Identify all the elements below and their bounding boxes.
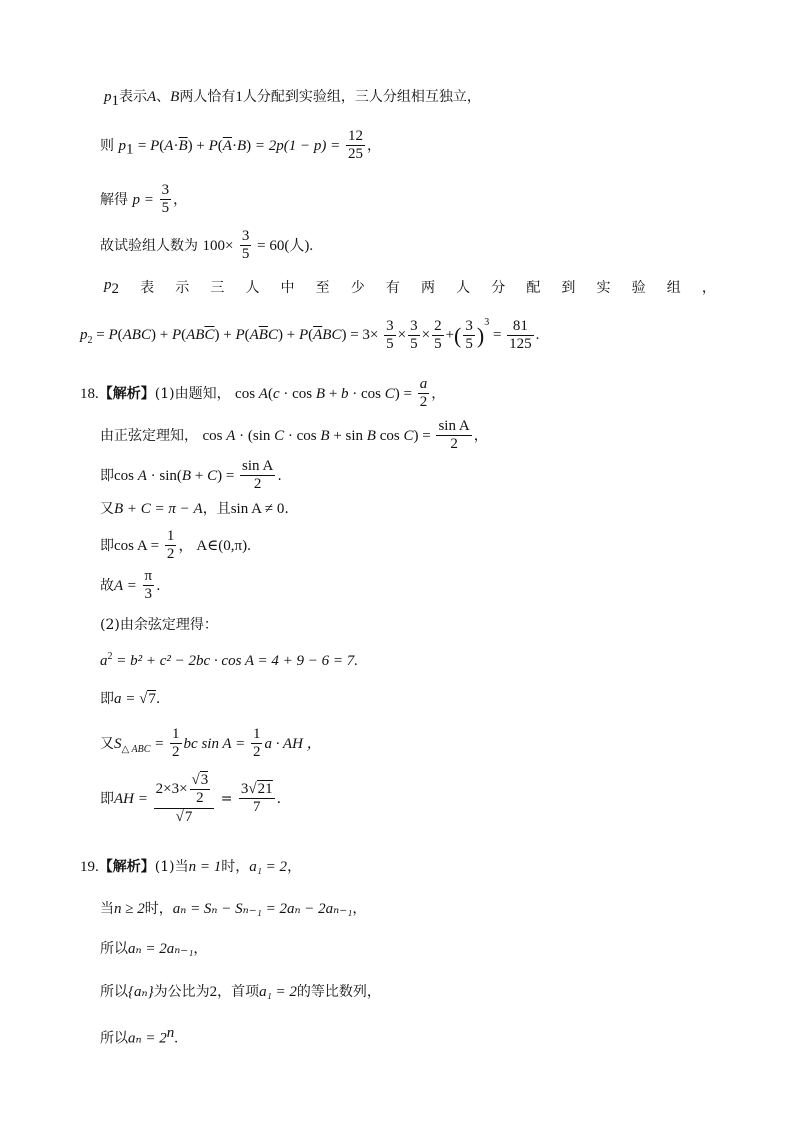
q18-line6-expr: A = — [114, 577, 141, 594]
q19-line4-f: a₁ = 2 — [259, 984, 297, 1000]
count-fraction — [240, 228, 252, 264]
q18-line-8: $a^2 = b^2 + c^2 - 2bc \cdot \cos A = 4 + 9 - 6 = 7$. — [100, 651, 359, 669]
q18-line4-expr-b: B + C = π − A — [114, 501, 203, 517]
q18-line2-text: 由正弦定理知， — [100, 427, 198, 444]
p2-eq-sub: 2 — [87, 335, 93, 347]
p1-sep: 、 — [156, 89, 171, 105]
q18-line7-text: (2)由余弦定理得： — [100, 617, 218, 633]
p2-char: 人 — [245, 280, 260, 296]
p2-frac-4 — [463, 318, 475, 354]
q18-line10-num1: 1 — [170, 726, 182, 744]
q19-number: 19. — [80, 859, 99, 875]
p2-char: 组 — [666, 280, 681, 296]
q18-line10-end: a · AH ， — [264, 735, 322, 752]
p2-exponent: 3 — [484, 317, 490, 329]
q18-line1-text: (1)由题知， — [154, 385, 231, 402]
q19-line-2 — [100, 902, 366, 917]
q19-line2-e: ， — [352, 901, 367, 917]
q18-line10-frac-2 — [251, 726, 263, 762]
p2-frac-4-num: 3 — [463, 318, 475, 336]
q18-line8-expr: = b² + c² − 2bc · cos A = 4 + 9 − 6 = 7. — [116, 653, 359, 669]
q18-line-6: 故A = $\frac{\pi}{3}$ . — [100, 568, 161, 603]
q19-line1-d: a₁ = 2 — [249, 859, 288, 875]
q18-line11-inner-num: √3 — [190, 772, 211, 790]
p1-one: 1 — [235, 89, 243, 105]
q18-line10-den2: 2 — [252, 744, 261, 761]
q18-line11-inner-den: 2 — [196, 790, 204, 807]
q19-line3-b: aₙ = 2aₙ₋₁ — [128, 941, 194, 957]
q18-line2-num: sin A — [436, 418, 471, 436]
p1-sub: 1 — [111, 92, 119, 109]
q18-line5-expr: cos A = — [114, 537, 163, 554]
p2-result-num: 81 — [507, 318, 534, 336]
p2-frac-3-den: 5 — [434, 336, 442, 353]
q19-line4-g: 的等比数列， — [296, 984, 381, 1000]
p1-text-1: 表示 — [119, 89, 147, 105]
p1-text-2: 两人恰有 — [179, 89, 236, 105]
solve-tail: ， — [173, 191, 188, 208]
q18-line-3: 即cos A · sin(B + C) = $\frac{\text{sin A}}{2}$ . — [100, 458, 282, 493]
p2-char: 中 — [280, 280, 295, 296]
q18-line-4: 又B + C = π − A，且sin A ≠ 0. — [100, 501, 289, 517]
q18-line11-big-den: √7 — [175, 808, 193, 825]
q18-tag: 【解析】 — [98, 385, 155, 402]
p2-char: 少 — [350, 280, 365, 296]
q18-line6-den: 3 — [144, 586, 153, 603]
p1-equation — [100, 128, 381, 164]
q19-line1-a: (1)当 — [154, 859, 189, 875]
p1-eq-tail: ， — [366, 137, 381, 154]
p2-frac-2-den: 5 — [410, 336, 418, 353]
q18-line11-big-num — [154, 772, 215, 809]
q19-line-1 — [80, 860, 301, 875]
p2-char: 两 — [420, 280, 435, 296]
q19-line1-b: n = 1 — [188, 859, 222, 875]
p1-eq-lhs-sub: 1 — [125, 141, 134, 158]
q18-line9-expr: a = — [114, 691, 140, 707]
q19-line4-b: {aₙ} — [128, 984, 154, 1000]
q18-line11-result-fraction — [239, 781, 275, 817]
q18-line11-num-text: 2×3× — [155, 781, 188, 798]
q19-line-3 — [100, 942, 207, 957]
p1-eq-den: 25 — [347, 146, 363, 163]
q18-line-2: 由正弦定理知， cos A · (sin C · cos B + sin B cos C) = $\frac{\text{sin A}}{2}$ ， — [100, 418, 488, 453]
q18-line5-den: 2 — [166, 546, 175, 563]
p2-sub: 2 — [111, 280, 119, 297]
q18-line10-den1: 2 — [172, 744, 180, 761]
q18-line9-sqrt: √7 — [139, 691, 156, 707]
count-num: 3 — [240, 228, 252, 246]
q19-line4-d: 2 — [209, 984, 218, 1000]
q18-line10-text: 又 — [100, 735, 114, 752]
q18-line11-rn: 3 — [240, 781, 249, 798]
q18-line3-text: 即 — [100, 467, 114, 484]
q19-line2-d: aₙ = Sₙ − Sₙ₋₁ = 2aₙ − 2aₙ₋₁ — [172, 901, 353, 917]
p2-frac-1-num: 3 — [384, 318, 396, 336]
q18-line3-num: sin A — [240, 458, 275, 476]
q18-line6-fraction — [143, 568, 155, 604]
q18-number: 18. — [80, 385, 99, 402]
solve-p — [100, 182, 187, 218]
p1-eq-num: 12 — [346, 128, 365, 146]
solve-den: 5 — [161, 200, 170, 217]
q18-line3-den: 2 — [253, 476, 262, 493]
q18-line3-fraction — [240, 458, 275, 494]
q18-line-11: 即AH = 2×3× $\frac{√3}{2}$ √7 = $\frac{3√21}{7}$ . — [100, 772, 282, 825]
p2-char: 到 — [561, 280, 576, 296]
p1-text-3: 人分配到实验组，三人分组相互独立， — [242, 89, 481, 105]
p1-A: A — [147, 89, 157, 105]
q18-line-9: 即a = √7. — [100, 691, 161, 707]
p2-frac-1 — [384, 318, 396, 354]
q19-line3-c: ， — [193, 941, 208, 957]
q19-tag: 【解析】 — [98, 859, 155, 875]
p1-description — [104, 90, 481, 109]
p2-frac-3-num: 2 — [432, 318, 444, 336]
q19-line2-b: n ≥ 2 — [114, 901, 145, 917]
q18-line11-lhs: AH = — [114, 790, 152, 807]
p2-char: 示 — [175, 280, 190, 296]
p1-eq-lhs: p — [118, 137, 126, 154]
q18-line11-text: 即 — [100, 790, 114, 807]
q18-line1-fraction — [418, 376, 430, 412]
p2-char: 分 — [491, 280, 506, 296]
q18-line2-den: 2 — [450, 436, 458, 453]
solve-lhs: p = — [132, 191, 158, 208]
count-result: = 60(人). — [253, 237, 314, 254]
p2-frac-1-den: 5 — [386, 336, 394, 353]
q19-line2-c: 时， — [144, 901, 173, 917]
p2-char: 至 — [315, 280, 330, 296]
p2-result-fraction — [507, 318, 534, 354]
q18-line-1: 18.【解析】(1)由题知， cos A(c · cos B + b · cos C) = $\frac{a}{2}$ ， — [80, 376, 446, 411]
p1-eq-lead: 则 — [100, 137, 114, 154]
p2-eq-lhs: p — [80, 327, 88, 344]
p2-description — [104, 277, 716, 298]
p2-frac-2 — [408, 318, 420, 354]
q18-line11-result-num: 3√21 — [239, 781, 275, 799]
q18-line5-text: 即 — [100, 537, 114, 554]
solve-lead: 解得 — [100, 191, 128, 208]
p1-eq-mid: = 2p(1 − p) = — [251, 137, 344, 154]
q18-line1-den: 2 — [419, 394, 428, 411]
p2-equation: $p_2 = P(ABC) + P(AB\overline{C}) + P(A\overline{B}C) + P(\overline{A}BC) = 3\times$ $\frac{3}{5}$ × $\frac{3}{5}$ × $\frac{2}{5}$ +( $\frac{3}{5}$ )$^3$ = $\frac{81}{125}$ . — [80, 317, 540, 353]
q18-line10-area: $S_{\triangle ABC}$ = — [114, 735, 169, 755]
q19-line1-e: ， — [287, 859, 302, 875]
p1-eq-prob-terms: = $P(A\cdot\overline{B}) + P(\overline{A}\cdot B)$ — [137, 137, 252, 154]
q18-line4-expr-d: sin A ≠ 0 — [230, 501, 285, 517]
solve-fraction — [160, 182, 172, 218]
group-count — [100, 228, 313, 264]
q19-line1-c: 时， — [221, 859, 250, 875]
p2-eq-terms: = $P(ABC) + P(AB\overline{C}) + P(A\overline{B}C) + P(\overline{A}BC) = 3\times$ — [96, 327, 379, 344]
p2-char: 配 — [526, 280, 541, 296]
q18-line4-text-a: 又 — [100, 501, 114, 517]
p2-eq-tail: . — [535, 327, 540, 344]
q18-line5-num: 1 — [165, 528, 177, 546]
q18-line11-rd: 7 — [253, 799, 261, 816]
solve-num: 3 — [160, 182, 172, 200]
q18-line4-text-c: ，且 — [202, 501, 231, 517]
p2-var-wrap — [104, 277, 119, 298]
q18-line2-expr: cos A · (sin C · cos B + sin B cos C) = — [202, 427, 435, 444]
q18-line11-big-fraction — [154, 772, 215, 826]
p2-char: 人 — [456, 280, 471, 296]
q18-line-10 — [100, 726, 322, 762]
count-den: 5 — [241, 246, 250, 263]
q18-line9-radicand: 7 — [148, 691, 156, 707]
q18-line10-num2: 1 — [251, 726, 263, 744]
q18-line11-inner-fraction — [190, 772, 211, 808]
q19-line5-c: . — [174, 1030, 178, 1047]
q19-line5-a: 所以 — [100, 1030, 128, 1047]
q18-line10-frac-1 — [170, 726, 182, 762]
q19-line2-a: 当 — [100, 901, 114, 917]
p1-var: p — [104, 89, 112, 105]
q18-line2-fraction — [436, 418, 471, 454]
q19-line4-e: ，首项 — [217, 984, 260, 1000]
q19-line-5 — [100, 1026, 178, 1047]
p1-eq-fraction — [346, 128, 365, 164]
q18-line11-rrad: 21 — [257, 781, 273, 798]
p2-result-den: 125 — [509, 336, 532, 353]
q18-line3-expr: cos A · sin(B + C) = — [114, 467, 239, 484]
q18-line6-text: 故 — [100, 577, 114, 594]
q19-line4-c: 为公比为 — [153, 984, 210, 1000]
p2-char: ， — [701, 280, 716, 296]
q18-line-5 — [100, 528, 251, 564]
p2-char: 验 — [631, 280, 646, 296]
q18-line6-num: π — [143, 568, 155, 586]
count-expr: 100× — [202, 237, 234, 254]
p2-char: 有 — [385, 280, 400, 296]
q19-line4-a: 所以 — [100, 984, 128, 1000]
q18-line11-den-rad: 7 — [184, 808, 193, 825]
q19-line3-a: 所以 — [100, 941, 128, 957]
p2-char: 表 — [140, 280, 155, 296]
q18-line-7 — [100, 618, 218, 632]
p2-var: p — [104, 277, 112, 293]
count-lead: 故试验组人数为 — [100, 237, 198, 254]
q19-line5-sup: n — [166, 1025, 175, 1041]
p2-frac-2-num: 3 — [408, 318, 420, 336]
p1-B: B — [170, 89, 180, 105]
p2-char: 实 — [596, 280, 611, 296]
q18-line5-fraction — [165, 528, 177, 564]
q18-line10-mid: bc sin A = — [183, 735, 249, 752]
q18-line11-rad3: 3 — [200, 772, 209, 788]
p2-frac-3 — [432, 318, 444, 354]
q18-line1-num: a — [418, 376, 430, 394]
p2-frac-4-den: 5 — [465, 336, 473, 353]
q18-line1-expr: cos A(c · cos B + b · cos C) = — [235, 385, 416, 402]
q18-line9-text: 即 — [100, 691, 114, 707]
q19-line-4 — [100, 985, 381, 1000]
q18-line5-tail: ， A∈(0,π). — [178, 537, 251, 554]
p2-char: 三 — [210, 280, 225, 296]
q19-line5-b: aₙ = 2 — [128, 1030, 167, 1047]
